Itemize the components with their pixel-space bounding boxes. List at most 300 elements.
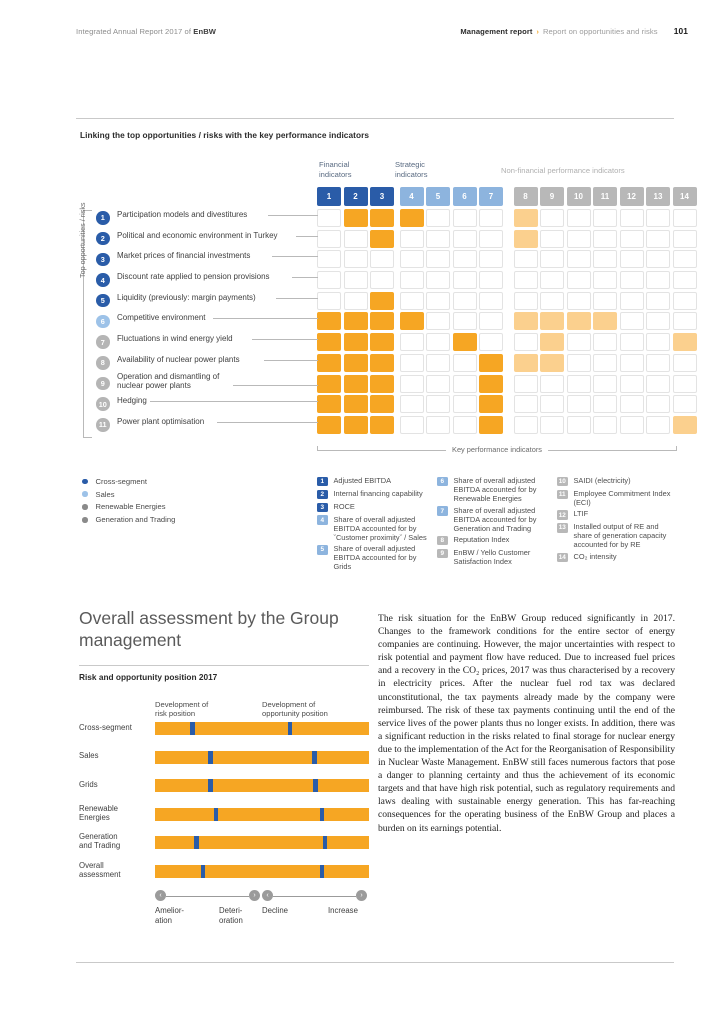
matrix-cell-r5-c9[interactable]	[540, 292, 564, 310]
matrix-cell-r7-c7[interactable]	[479, 333, 503, 351]
matrix-cell-r5-c3[interactable]	[370, 292, 394, 310]
opportunity-bar-3[interactable]	[262, 808, 369, 821]
matrix-cell-r2-c6[interactable]	[453, 230, 477, 248]
bar-row-label-3: Renewable Energies	[79, 803, 119, 822]
row-leader-line	[264, 360, 318, 361]
row-label-1: Participation models and divestitures	[117, 210, 248, 219]
header-divider	[76, 118, 674, 119]
kpi-legend-number-14: 14	[558, 554, 566, 562]
kpi-legend-column-3	[557, 476, 675, 565]
matrix-cell-r2-c14[interactable]	[673, 230, 697, 248]
risk-marker-3[interactable]	[214, 808, 219, 821]
matrix-cell-r5-c10[interactable]	[567, 292, 591, 310]
matrix-column-header-5[interactable]: 5	[426, 187, 450, 206]
bars-header-risk: Development of risk position	[155, 700, 209, 719]
row-badge-11: 11	[96, 418, 110, 432]
matrix-cell-r7-c11[interactable]	[593, 333, 617, 351]
matrix-cell-r7-c9[interactable]	[540, 333, 564, 351]
opportunity-marker-4[interactable]	[323, 836, 328, 849]
matrix-cell-r7-c2[interactable]	[344, 333, 368, 351]
matrix-cell-r11-c6[interactable]	[453, 416, 477, 434]
matrix-cell-r1-c8[interactable]	[514, 209, 538, 227]
matrix-cell-r4-c3[interactable]	[370, 271, 394, 289]
opportunity-bar-0[interactable]	[262, 722, 369, 735]
matrix-cell-r7-c3[interactable]	[370, 333, 394, 351]
breadcrumb-subsection: Report on opportunities and risks	[542, 27, 658, 36]
matrix-cell-r2-c1[interactable]	[317, 230, 341, 248]
matrix-cell-r3-c2[interactable]	[344, 250, 368, 268]
kpi-legend-number-4: 4	[317, 515, 328, 525]
matrix-cell-r3-c10[interactable]	[567, 250, 591, 268]
kpi-legend-number-11: 11	[558, 490, 566, 498]
matrix-cell-r10-c2[interactable]	[344, 395, 368, 413]
row-label-9: Operation and dismantling of nuclear power plants	[117, 371, 220, 390]
matrix-cell-r8-c3[interactable]	[370, 354, 394, 372]
kpi-legend-number-10: 10	[558, 478, 566, 486]
matrix-cell-r8-c11[interactable]	[593, 354, 617, 372]
matrix-cell-r9-c11[interactable]	[593, 375, 617, 393]
matrix-cell-r9-c5[interactable]	[426, 375, 450, 393]
kpi-legend-item-9	[437, 548, 555, 566]
matrix-column-header-12[interactable]: 12	[620, 187, 644, 206]
kpi-legend-item-6	[437, 476, 555, 503]
matrix-cell-r1-c4[interactable]	[400, 209, 424, 227]
footer-divider	[76, 962, 674, 963]
risk-bar-4[interactable]	[155, 836, 262, 849]
matrix-cell-r2-c3[interactable]	[370, 230, 394, 248]
matrix-cell-r1-c2[interactable]	[344, 209, 368, 227]
row-label-6: Competitive environment	[117, 313, 206, 323]
matrix-cell-r1-c5[interactable]	[426, 209, 450, 227]
segment-legend-item-3	[82, 513, 282, 526]
matrix-cell-r5-c7[interactable]	[479, 292, 503, 310]
matrix-cell-r7-c6[interactable]	[453, 333, 477, 351]
matrix-column-header-1[interactable]: 1	[317, 187, 341, 206]
matrix-cell-r3-c13[interactable]	[646, 250, 670, 268]
row-leader-line	[272, 256, 318, 257]
body-paragraph: The risk situation for the EnBW Group reduced significantly in 2017. Changes to the framework conditions for the entire sector of energy companies are continuing. However, the major uncertainties with respect to risk potential and payment flow have reduced. Due to increased fuel prices and a recovery in the CO₂ prices, 2017 was thus characterised by a recovery in electricity prices. After the nuclear fuel rod tax was declared unconstitutional, the tax payments already made by the company were reimbursed. The risk of these tax payments continuing until the end of the service lives of the power plants thus no longer exists. In addition, there was a significant reduction in the risks related to final storage for nuclear energy due to the implementation of the Act for the Reorganisation of Responsibility in Nuclear Waste Management. EnBW still faces numerous factors that pose a danger to planning certainty and thus the achievement of its economic targets and that have high risk potential, such as regulatory requirements and laws dealing with sustainable energy generation. This has far-reaching consequences for the operating business of the EnBW Group and places a burden on its earnings potential.	[378, 613, 675, 834]
matrix-cell-r3-c7[interactable]	[479, 250, 503, 268]
segment-legend-label: Generation and Trading	[95, 515, 176, 525]
segment-legend-item-1	[82, 488, 282, 501]
matrix-cell-r9-c3[interactable]	[370, 375, 394, 393]
matrix-row-item-3[interactable]	[96, 250, 318, 271]
row-badge-1: 1	[96, 211, 110, 225]
x-axis-label: Key performance indicators	[446, 445, 548, 454]
matrix-cell-r9-c12[interactable]	[620, 375, 644, 393]
matrix-cell-r6-c8[interactable]	[514, 312, 538, 330]
matrix-row-item-11[interactable]	[96, 416, 318, 437]
kpi-legend-item-3	[317, 502, 435, 512]
matrix-column-header-7[interactable]: 7	[479, 187, 503, 206]
matrix-cell-r10-c6[interactable]	[453, 395, 477, 413]
matrix-column-header-8[interactable]: 8	[514, 187, 538, 206]
row-label-8: Availability of nuclear power plants	[117, 354, 240, 364]
row-badge-2: 2	[96, 232, 110, 246]
matrix-cell-r3-c14[interactable]	[673, 250, 697, 268]
kpi-legend-label-6: Share of overall adjusted EBITDA accounted for by Renewable Energies	[453, 476, 537, 503]
matrix-cell-r4-c8[interactable]	[514, 271, 538, 289]
kpi-legend-label-14: CO₂ intensity	[573, 551, 617, 561]
matrix-cell-r8-c5[interactable]	[426, 354, 450, 372]
matrix-cell-r1-c10[interactable]	[567, 209, 591, 227]
matrix-cell-r10-c8[interactable]	[514, 395, 538, 413]
matrix-cell-r1-c12[interactable]	[620, 209, 644, 227]
kpi-legend-item-1	[317, 476, 435, 486]
matrix-cell-r6-c11[interactable]	[593, 312, 617, 330]
matrix-row-item-2[interactable]	[96, 230, 318, 251]
kpi-legend-label-10: SAIDI (electricity)	[573, 476, 631, 485]
matrix-cell-r11-c1[interactable]	[317, 416, 341, 434]
matrix-cell-r6-c2[interactable]	[344, 312, 368, 330]
matrix-cell-r4-c9[interactable]	[540, 271, 564, 289]
matrix-cell-r9-c8[interactable]	[514, 375, 538, 393]
opportunity-axis-line	[273, 896, 356, 897]
matrix-column-header-9[interactable]: 9	[540, 187, 564, 206]
matrix-column-header-3[interactable]: 3	[370, 187, 394, 206]
matrix-cell-r7-c12[interactable]	[620, 333, 644, 351]
kpi-legend-label-1: Adjusted EBITDA	[333, 476, 392, 485]
risk-axis-right-arrow-icon: ›	[249, 890, 260, 901]
matrix-cell-r5-c13[interactable]	[646, 292, 670, 310]
matrix-cell-r9-c9[interactable]	[540, 375, 564, 393]
opportunity-bar-1[interactable]	[262, 751, 369, 764]
opportunity-axis-left-label: Decline	[262, 906, 289, 915]
kpi-legend-label-9: EnBW / Yello Customer Satisfaction Index	[453, 548, 531, 567]
kpi-legend-number-5: 5	[317, 545, 328, 555]
risk-axis-left-label: Amelior- ation	[155, 906, 185, 925]
matrix-column-header-6[interactable]: 6	[453, 187, 477, 206]
matrix-cell-r7-c14[interactable]	[673, 333, 697, 351]
header-report-title	[76, 27, 216, 36]
kpi-legend-label-8: Reputation Index	[453, 535, 510, 545]
matrix-cell-r7-c10[interactable]	[567, 333, 591, 351]
row-label-3: Market prices of financial investments	[117, 251, 251, 261]
matrix-cell-r2-c4[interactable]	[400, 230, 424, 248]
matrix-title: Linking the top opportunities / risks with the key performance indicators	[80, 130, 370, 140]
kpi-legend-number-13: 13	[558, 524, 566, 532]
matrix-column-header-13[interactable]: 13	[646, 187, 670, 206]
opportunity-marker-1[interactable]	[312, 751, 317, 764]
matrix-cell-r11-c3[interactable]	[370, 416, 394, 434]
matrix-cell-r7-c5[interactable]	[426, 333, 450, 351]
matrix-cell-r11-c10[interactable]	[567, 416, 591, 434]
matrix-cell-r2-c5[interactable]	[426, 230, 450, 248]
risk-marker-4[interactable]	[194, 836, 199, 849]
kpi-legend-label-5: Share of overall adjusted EBITDA accounted for by Grids	[333, 544, 417, 572]
kpi-legend-number-2: 2	[317, 490, 328, 500]
matrix-cell-r11-c8[interactable]	[514, 416, 538, 434]
matrix-cell-r11-c4[interactable]	[400, 416, 424, 434]
opportunity-bar-5[interactable]	[262, 865, 369, 878]
matrix-cell-r10-c5[interactable]	[426, 395, 450, 413]
matrix-cell-r8-c8[interactable]	[514, 354, 538, 372]
risk-axis-right-label: Deteri- oration	[219, 906, 243, 925]
matrix-cell-r6-c10[interactable]	[567, 312, 591, 330]
matrix-cell-r4-c10[interactable]	[567, 271, 591, 289]
risk-marker-1[interactable]	[208, 751, 213, 764]
opportunity-axis-right-arrow-icon: ›	[356, 890, 367, 901]
segment-legend-label: Renewable Energies	[95, 502, 166, 512]
matrix-row-item-5[interactable]	[96, 292, 318, 313]
matrix-cell-r1-c6[interactable]	[453, 209, 477, 227]
matrix-row-item-6[interactable]	[96, 312, 318, 333]
matrix-cell-r4-c5[interactable]	[426, 271, 450, 289]
matrix-cell-r10-c4[interactable]	[400, 395, 424, 413]
bar-row-label-4: Generation and Trading	[79, 832, 121, 851]
matrix-cell-r8-c10[interactable]	[567, 354, 591, 372]
matrix-cell-r1-c9[interactable]	[540, 209, 564, 227]
segment-legend-label: Sales	[95, 489, 115, 499]
row-label-5: Liquidity (previously: margin payments)	[117, 292, 256, 302]
kpi-legend-item-11	[557, 489, 675, 507]
matrix-cell-r9-c7[interactable]	[479, 375, 503, 393]
matrix-cell-r9-c6[interactable]	[453, 375, 477, 393]
row-badge-3: 3	[96, 253, 110, 267]
matrix-column-header-14[interactable]: 14	[673, 187, 697, 206]
risk-axis-line	[166, 896, 249, 897]
matrix-row-item-9[interactable]	[96, 371, 318, 396]
matrix-cell-r9-c1[interactable]	[317, 375, 341, 393]
matrix-cell-r5-c4[interactable]	[400, 292, 424, 310]
matrix-cell-r7-c1[interactable]	[317, 333, 341, 351]
opportunity-marker-0[interactable]	[288, 722, 293, 735]
matrix-cell-r1-c1[interactable]	[317, 209, 341, 227]
risk-bar-3[interactable]	[155, 808, 262, 821]
kpi-legend-item-10	[557, 476, 675, 486]
kpi-legend-number-9: 9	[437, 549, 448, 559]
group-header-strategic: Strategic indicators	[395, 160, 428, 179]
matrix-cell-r9-c2[interactable]	[344, 375, 368, 393]
group-header-financial: Financial indicators	[319, 160, 352, 179]
matrix-cell-r2-c7[interactable]	[479, 230, 503, 248]
matrix-row-item-7[interactable]	[96, 333, 318, 354]
bar-row-label-2: Grids	[79, 779, 98, 789]
opportunity-bar-2[interactable]	[262, 779, 369, 792]
matrix-cell-r1-c14[interactable]	[673, 209, 697, 227]
matrix-cell-r10-c14[interactable]	[673, 395, 697, 413]
matrix-cell-r11-c2[interactable]	[344, 416, 368, 434]
matrix-cell-r6-c12[interactable]	[620, 312, 644, 330]
matrix-cell-r8-c9[interactable]	[540, 354, 564, 372]
row-badge-6: 6	[96, 315, 110, 329]
matrix-cell-r4-c11[interactable]	[593, 271, 617, 289]
matrix-cell-r9-c14[interactable]	[673, 375, 697, 393]
matrix-cell-r6-c14[interactable]	[673, 312, 697, 330]
matrix-cell-r6-c1[interactable]	[317, 312, 341, 330]
matrix-column-header-11[interactable]: 11	[593, 187, 617, 206]
matrix-cell-r8-c14[interactable]	[673, 354, 697, 372]
matrix-cell-r7-c4[interactable]	[400, 333, 424, 351]
kpi-legend-item-14	[557, 552, 675, 562]
matrix-row-item-4[interactable]	[96, 271, 318, 292]
matrix-cell-r11-c13[interactable]	[646, 416, 670, 434]
segment-legend	[82, 475, 282, 526]
matrix-cell-r10-c13[interactable]	[646, 395, 670, 413]
matrix-cell-r8-c7[interactable]	[479, 354, 503, 372]
bar-row-label-1: Sales	[79, 751, 99, 760]
header-report-prefix: Integrated Annual Report 2017 of	[76, 27, 194, 36]
matrix-cell-r10-c7[interactable]	[479, 395, 503, 413]
matrix-cell-r1-c11[interactable]	[593, 209, 617, 227]
matrix-cell-r6-c5[interactable]	[426, 312, 450, 330]
segment-legend-item-2	[82, 501, 282, 514]
kpi-legend-column-1	[317, 476, 435, 574]
row-leader-line	[292, 277, 318, 278]
matrix-column-header-10[interactable]: 10	[567, 187, 591, 206]
matrix-cell-r6-c13[interactable]	[646, 312, 670, 330]
matrix-cell-r2-c2[interactable]	[344, 230, 368, 248]
opportunity-marker-3[interactable]	[320, 808, 325, 821]
row-label-10: Hedging	[117, 396, 147, 406]
matrix-cell-r1-c7[interactable]	[479, 209, 503, 227]
opportunity-bar-4[interactable]	[262, 836, 369, 849]
matrix-cell-r3-c4[interactable]	[400, 250, 424, 268]
matrix-cell-r2-c11[interactable]	[593, 230, 617, 248]
matrix-cell-r5-c6[interactable]	[453, 292, 477, 310]
kpi-legend-number-6: 6	[437, 477, 448, 487]
matrix-cell-r8-c12[interactable]	[620, 354, 644, 372]
matrix-cell-r5-c12[interactable]	[620, 292, 644, 310]
row-label-7: Fluctuations in wind energy yield	[117, 334, 233, 344]
matrix-cell-r5-c11[interactable]	[593, 292, 617, 310]
matrix-cell-r5-c14[interactable]	[673, 292, 697, 310]
matrix-cell-r3-c6[interactable]	[453, 250, 477, 268]
kpi-legend-number-1: 1	[317, 477, 328, 487]
risk-bar-1[interactable]	[155, 751, 262, 764]
matrix-cell-r5-c2[interactable]	[344, 292, 368, 310]
legend-dot-icon	[82, 504, 88, 510]
kpi-legend-item-7	[437, 506, 555, 533]
matrix-cell-r10-c1[interactable]	[317, 395, 341, 413]
bar-row-label-5: Overall assessment	[79, 860, 121, 879]
row-leader-line	[213, 318, 318, 319]
matrix-cell-r2-c12[interactable]	[620, 230, 644, 248]
matrix-cell-r3-c9[interactable]	[540, 250, 564, 268]
matrix-cell-r7-c8[interactable]	[514, 333, 538, 351]
matrix-cell-r11-c14[interactable]	[673, 416, 697, 434]
header-brand: EnBW	[193, 27, 217, 36]
kpi-legend-label-3: ROCE	[333, 501, 355, 511]
matrix-cell-r11-c12[interactable]	[620, 416, 644, 434]
risk-marker-0[interactable]	[190, 722, 195, 735]
row-label-11: Power plant optimisation	[117, 416, 205, 426]
matrix-cell-r8-c6[interactable]	[453, 354, 477, 372]
matrix-row-item-1[interactable]	[96, 209, 318, 230]
x-axis-bracket	[317, 441, 677, 454]
matrix-cell-r9-c4[interactable]	[400, 375, 424, 393]
matrix-cell-r4-c4[interactable]	[400, 271, 424, 289]
matrix-cell-r10-c3[interactable]	[370, 395, 394, 413]
matrix-cell-r5-c5[interactable]	[426, 292, 450, 310]
matrix-cell-r4-c7[interactable]	[479, 271, 503, 289]
bar-row-label-0: Cross-segment	[79, 722, 132, 732]
matrix-cell-r11-c11[interactable]	[593, 416, 617, 434]
matrix-cell-r8-c4[interactable]	[400, 354, 424, 372]
risk-bar-0[interactable]	[155, 722, 262, 735]
row-badge-7: 7	[96, 335, 110, 349]
matrix-cell-r8-c2[interactable]	[344, 354, 368, 372]
matrix-cell-r10-c9[interactable]	[540, 395, 564, 413]
matrix-cell-r7-c13[interactable]	[646, 333, 670, 351]
matrix-cell-r10-c11[interactable]	[593, 395, 617, 413]
breadcrumb-section: Management report	[460, 27, 533, 36]
matrix-cell-r4-c1[interactable]	[317, 271, 341, 289]
matrix-cell-r1-c3[interactable]	[370, 209, 394, 227]
risk-bar-2[interactable]	[155, 779, 262, 792]
matrix-cell-r5-c1[interactable]	[317, 292, 341, 310]
matrix-cell-r4-c14[interactable]	[673, 271, 697, 289]
matrix-cell-r9-c13[interactable]	[646, 375, 670, 393]
matrix-cell-r11-c5[interactable]	[426, 416, 450, 434]
kpi-legend-item-12	[557, 509, 675, 519]
page-title: Overall assessment by the Group management	[79, 608, 339, 650]
matrix-cell-r5-c8[interactable]	[514, 292, 538, 310]
matrix-cell-r6-c3[interactable]	[370, 312, 394, 330]
matrix-cell-r6-c9[interactable]	[540, 312, 564, 330]
matrix-cell-r4-c2[interactable]	[344, 271, 368, 289]
matrix-cell-r4-c6[interactable]	[453, 271, 477, 289]
matrix-cell-r8-c13[interactable]	[646, 354, 670, 372]
risk-marker-2[interactable]	[208, 779, 213, 792]
legend-dot-icon	[82, 517, 88, 523]
row-badge-10: 10	[96, 397, 110, 411]
matrix-cell-r6-c6[interactable]	[453, 312, 477, 330]
matrix-cell-r9-c10[interactable]	[567, 375, 591, 393]
kpi-legend-item-4	[317, 515, 435, 542]
matrix-cell-r6-c7[interactable]	[479, 312, 503, 330]
matrix-cell-r2-c9[interactable]	[540, 230, 564, 248]
matrix-cell-r8-c1[interactable]	[317, 354, 341, 372]
body-text	[378, 612, 675, 835]
matrix-cell-r3-c1[interactable]	[317, 250, 341, 268]
page-number: 101	[673, 26, 688, 36]
matrix-cell-r4-c12[interactable]	[620, 271, 644, 289]
opportunity-axis-right-label: Increase	[328, 906, 358, 915]
risk-marker-5[interactable]	[201, 865, 206, 878]
matrix-cell-r1-c13[interactable]	[646, 209, 670, 227]
matrix-cell-r3-c8[interactable]	[514, 250, 538, 268]
matrix-cell-r6-c4[interactable]	[400, 312, 424, 330]
kpi-legend-label-12: LTIF	[573, 509, 589, 519]
kpi-legend-item-5	[317, 544, 435, 571]
row-badge-4: 4	[96, 273, 110, 287]
matrix-cell-r3-c11[interactable]	[593, 250, 617, 268]
matrix-cell-r2-c8[interactable]	[514, 230, 538, 248]
matrix-row-item-10[interactable]	[96, 395, 318, 416]
matrix-column-header-2[interactable]: 2	[344, 187, 368, 206]
matrix-cell-r3-c5[interactable]	[426, 250, 450, 268]
matrix-cell-r3-c3[interactable]	[370, 250, 394, 268]
row-leader-line	[252, 339, 318, 340]
matrix-cell-r10-c12[interactable]	[620, 395, 644, 413]
opportunity-marker-5[interactable]	[320, 865, 325, 878]
kpi-legend-number-7: 7	[437, 506, 448, 516]
matrix-column-header-4[interactable]: 4	[400, 187, 424, 206]
matrix-cell-r4-c13[interactable]	[646, 271, 670, 289]
risk-bar-5[interactable]	[155, 865, 262, 878]
row-badge-9: 9	[96, 377, 110, 391]
matrix-cell-r3-c12[interactable]	[620, 250, 644, 268]
kpi-legend-number-3: 3	[317, 503, 328, 513]
matrix-cell-r2-c10[interactable]	[567, 230, 591, 248]
opportunity-marker-2[interactable]	[313, 779, 318, 792]
kpi-legend-item-2	[317, 489, 435, 499]
matrix-cell-r10-c10[interactable]	[567, 395, 591, 413]
matrix-cell-r11-c7[interactable]	[479, 416, 503, 434]
matrix-cell-r2-c13[interactable]	[646, 230, 670, 248]
matrix-cell-r11-c9[interactable]	[540, 416, 564, 434]
